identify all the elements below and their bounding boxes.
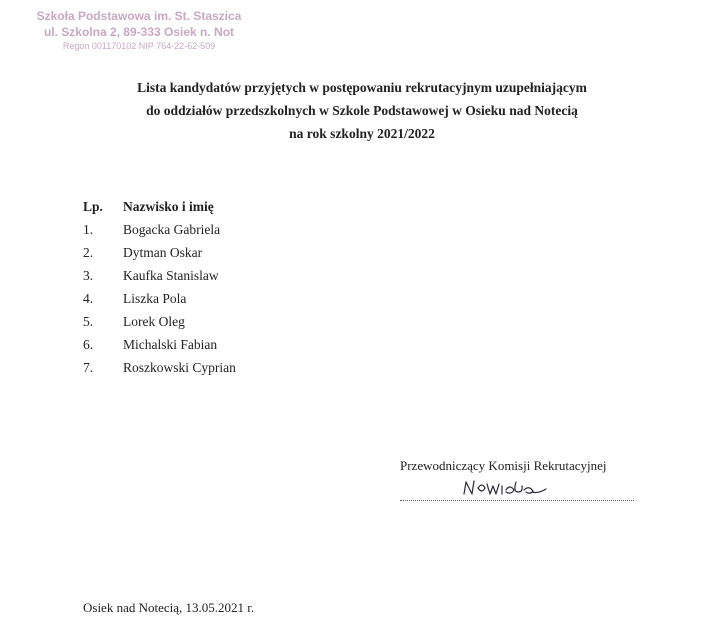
list-header [83,195,236,218]
list-item [83,241,236,264]
signature-block [400,458,640,501]
row-name: Bogacka Gabriela [123,221,221,237]
signature-title: Przewodniczący Komisji Rekrutacyjnej [400,458,607,473]
heading-line-3: na rok szkolny 2021/2022 [289,126,435,141]
col-name-header: Nazwisko i imię [123,198,214,214]
row-number: 1. [83,221,94,237]
heading-line-1: Lista kandydatów przyjętych w postępowaniu rekrutacyjnym uzupełniającym [137,80,587,95]
row-name: Roszkowski Cyprian [123,359,236,375]
row-number: 5. [83,313,94,329]
row-number: 7. [83,359,94,375]
row-name: Liszka Pola [123,290,187,306]
row-number: 2. [83,244,94,260]
stamp-line-3: Regon 001170102 NIP 764-22-62-509 [62,41,216,52]
stamp-line-2: ul. Szkolna 2, 89-333 Osiek n. Not [43,25,235,40]
row-number: 4. [83,290,94,306]
list-item [83,356,236,379]
candidate-list [83,195,236,379]
list-item [83,264,236,287]
row-name: Michalski Fabian [123,336,218,352]
row-name: Kaufka Stanislaw [123,267,219,283]
row-number: 3. [83,267,94,283]
handwritten-signature [460,476,550,500]
school-stamp [14,8,264,53]
row-name: Dytman Oskar [123,244,203,260]
document-heading [0,76,724,145]
row-name: Lorek Oleg [123,313,185,329]
place-and-date: Osiek nad Notecią, 13.05.2021 r. [83,600,255,615]
col-num-header: Lp. [83,198,103,214]
heading-line-2: do oddziałów przedszkolnych w Szkole Podstawowej w Osieku nad Notecią [146,103,578,118]
row-number: 6. [83,336,94,352]
list-item [83,287,236,310]
list-item [83,310,236,333]
list-item [83,333,236,356]
list-item [83,218,236,241]
signature-line [400,482,634,501]
stamp-line-1: Szkoła Podstawowa im. St. Staszica [36,9,242,23]
